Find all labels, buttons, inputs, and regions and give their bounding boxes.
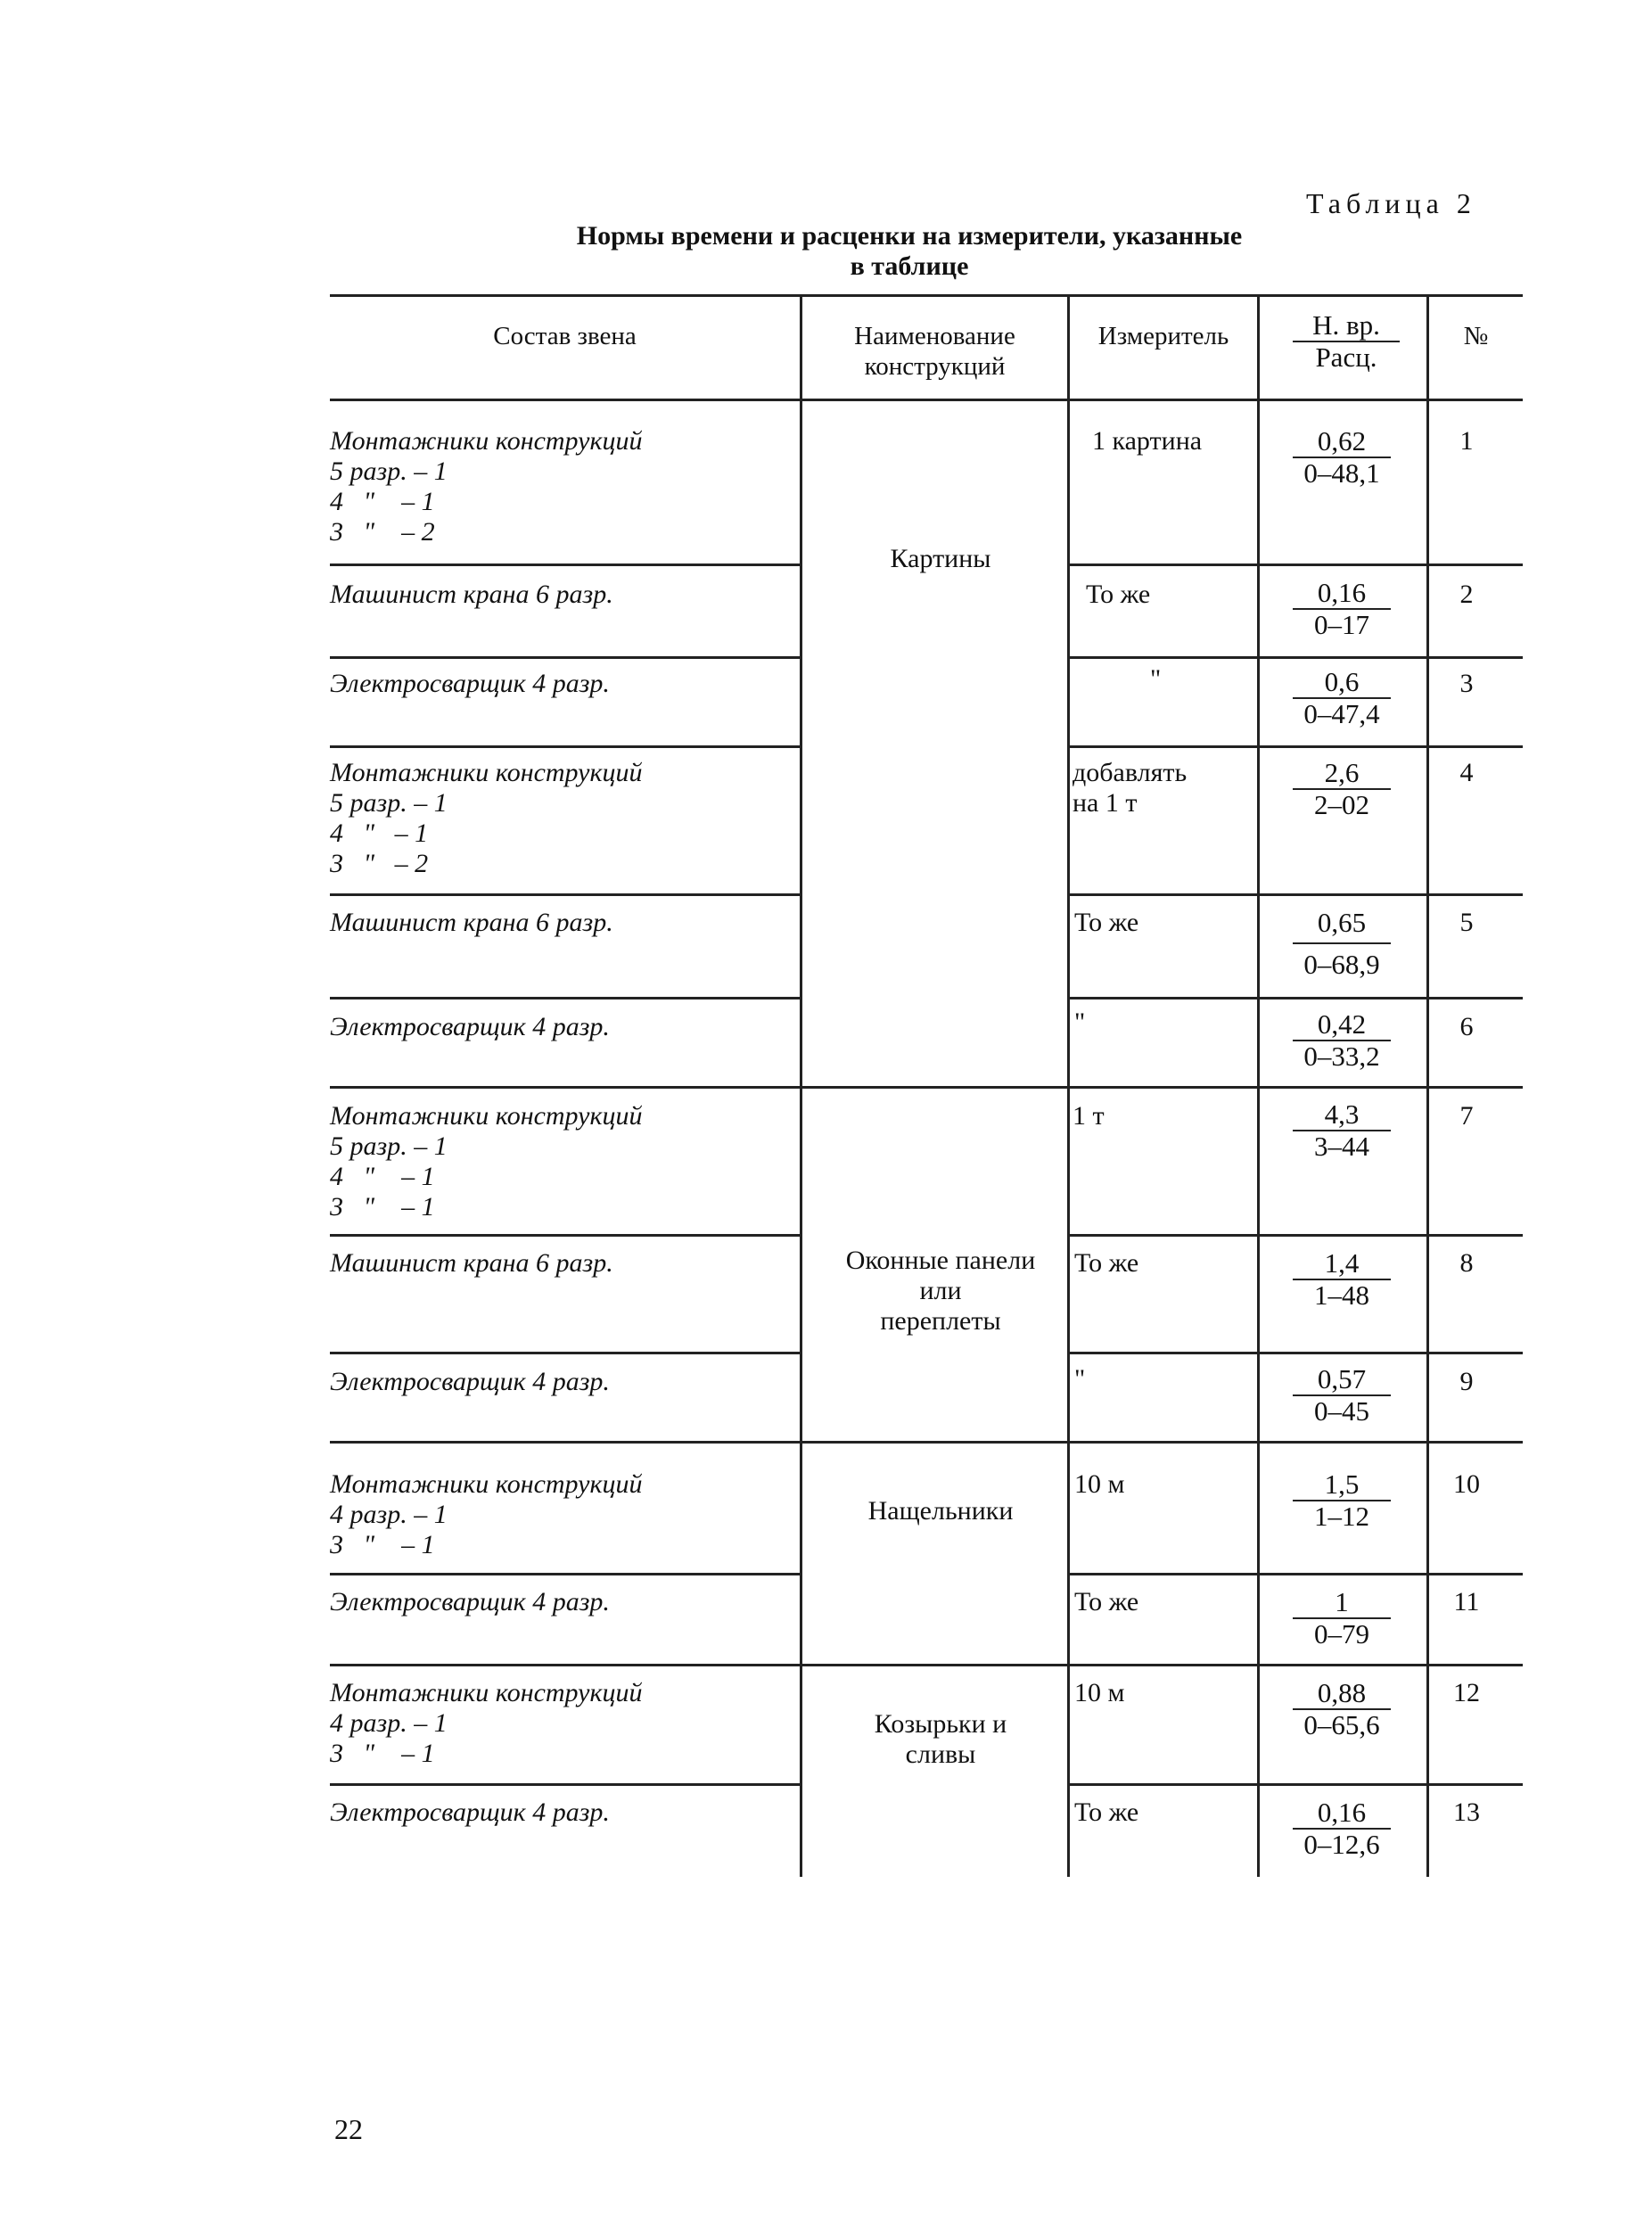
row-price: 1–12 — [1314, 1501, 1369, 1532]
row-composition: Электросварщик 4 разр. — [330, 1797, 610, 1827]
row-price: 3–44 — [1314, 1131, 1369, 1162]
row-rate — [1293, 667, 1391, 728]
row-rule — [1070, 1234, 1523, 1237]
row-composition: Монтажники конструкций 5 разр. – 1 4 " – 1 3 " – 1 — [330, 1101, 643, 1222]
row-norm: 0,65 — [1293, 908, 1391, 944]
row-rule — [1070, 1352, 1523, 1354]
row-number: 5 — [1459, 908, 1474, 937]
row-norm: 0,42 — [1293, 1009, 1391, 1041]
row-rate — [1293, 578, 1391, 639]
row-rule — [330, 1783, 801, 1786]
row-rule — [330, 997, 801, 999]
row-price: 0–17 — [1314, 609, 1369, 640]
row-price: 0–48,1 — [1303, 457, 1380, 489]
row-norm: 2,6 — [1293, 758, 1391, 790]
col-rule-rate — [1426, 294, 1429, 1877]
row-composition: Машинист крана 6 разр. — [330, 908, 613, 937]
row-rate — [1293, 1248, 1391, 1310]
header-construction-line1: Наименование — [854, 322, 1015, 350]
row-number: 7 — [1459, 1101, 1474, 1131]
row-norm: 0,16 — [1293, 1797, 1391, 1830]
row-composition: Монтажники конструкций 4 разр. – 1 3 " – 1 — [330, 1469, 643, 1559]
row-norm: 0,57 — [1293, 1364, 1391, 1396]
row-norm: 1,4 — [1293, 1248, 1391, 1280]
row-price: 0–65,6 — [1303, 1709, 1380, 1740]
row-measure: То же — [1074, 1248, 1139, 1278]
row-composition: Машинист крана 6 разр. — [330, 580, 613, 609]
construction-window-panels-line2: или — [919, 1276, 962, 1305]
table-title — [499, 221, 1319, 282]
row-norm: 0,16 — [1293, 578, 1391, 610]
row-measure: То же — [1074, 1797, 1139, 1827]
row-rate — [1293, 908, 1391, 979]
construction-window-panels — [807, 1246, 1074, 1337]
row-rule — [330, 745, 801, 748]
row-price: 0–68,9 — [1303, 949, 1380, 980]
row-rate — [1293, 1587, 1391, 1649]
row-rate — [1293, 426, 1391, 488]
row-rule — [1070, 893, 1523, 896]
row-price: 0–79 — [1314, 1618, 1369, 1649]
row-rate — [1293, 1364, 1391, 1426]
header-construction — [802, 321, 1067, 382]
row-number: 9 — [1459, 1367, 1474, 1396]
row-number: 8 — [1459, 1248, 1474, 1278]
row-number: 4 — [1459, 758, 1474, 787]
header-construction-line2: конструкций — [864, 352, 1006, 381]
group-rule — [330, 1664, 1523, 1666]
row-measure: То же — [1074, 908, 1139, 937]
row-rate — [1293, 1797, 1391, 1859]
construction-battens: Нащельники — [867, 1496, 1014, 1526]
row-rule — [1070, 1573, 1523, 1575]
header-composition: Состав звена — [493, 322, 637, 350]
row-rule — [330, 1352, 801, 1354]
row-norm: 0,88 — [1293, 1678, 1391, 1710]
row-number: 13 — [1453, 1797, 1480, 1827]
table-title-line1: Нормы времени и расценки на измерители, указанные — [576, 221, 1243, 251]
header-rate — [1293, 310, 1400, 372]
row-number: 11 — [1453, 1587, 1480, 1616]
construction-canopies-line2: сливы — [905, 1740, 976, 1769]
col-rule-measure — [1257, 294, 1260, 1877]
col-rule-construction — [1067, 294, 1070, 1877]
row-norm: 1 — [1293, 1587, 1391, 1619]
row-rule — [1070, 745, 1523, 748]
row-rule — [330, 563, 801, 566]
group-rule — [330, 1441, 1523, 1444]
row-price: 0–45 — [1314, 1395, 1369, 1427]
row-composition: Монтажники конструкций 4 разр. – 1 3 " – 1 — [330, 1678, 643, 1768]
row-measure: 1 т — [1073, 1101, 1105, 1131]
row-number: 12 — [1453, 1678, 1480, 1707]
row-measure: То же — [1074, 1587, 1139, 1616]
row-composition: Электросварщик 4 разр. — [330, 1012, 610, 1041]
header-number: № — [1463, 322, 1489, 350]
row-measure: То же — [1086, 580, 1151, 609]
table-title-line2: в таблице — [850, 251, 969, 281]
row-composition: Монтажники конструкций 5 разр. – 1 4 " – 1 3 " – 2 — [330, 758, 643, 878]
header-rate-price: Расц. — [1315, 341, 1377, 373]
row-rule — [330, 1573, 801, 1575]
header-rate-norm: Н. вр. — [1293, 310, 1400, 342]
row-measure: добавлять на 1 т — [1073, 758, 1188, 818]
row-composition: Машинист крана 6 разр. — [330, 1248, 613, 1278]
row-rate — [1293, 1099, 1391, 1161]
row-composition: Монтажники конструкций 5 разр. – 1 4 " – 1 3 " – 2 — [330, 426, 643, 547]
row-rule — [1070, 997, 1523, 999]
row-number: 3 — [1459, 669, 1474, 698]
row-number: 2 — [1459, 580, 1474, 609]
row-price: 0–33,2 — [1303, 1041, 1380, 1072]
table-top-rule — [330, 294, 1523, 297]
row-composition: Электросварщик 4 разр. — [330, 1367, 610, 1396]
construction-paintings: Картины — [890, 544, 991, 573]
page-number: 22 — [334, 2113, 363, 2145]
row-rate — [1293, 758, 1391, 819]
row-norm: 0,62 — [1293, 426, 1391, 458]
row-measure: 1 картина — [1092, 426, 1203, 456]
row-rate — [1293, 1469, 1391, 1531]
construction-window-panels-line3: переплеты — [880, 1306, 1001, 1336]
header-measure: Измеритель — [1097, 322, 1229, 350]
row-rate — [1293, 1009, 1391, 1071]
row-norm: 0,6 — [1293, 667, 1391, 699]
table-label: Таблица 2 — [1306, 187, 1476, 219]
row-rule — [1070, 563, 1523, 566]
construction-canopies — [807, 1709, 1074, 1770]
row-measure: " — [1150, 664, 1162, 694]
row-price: 0–47,4 — [1303, 698, 1380, 729]
row-number: 10 — [1453, 1469, 1480, 1499]
row-composition: Электросварщик 4 разр. — [330, 669, 610, 698]
col-rule-composition — [800, 294, 802, 1877]
row-price: 0–12,6 — [1303, 1829, 1380, 1860]
row-number: 6 — [1459, 1012, 1474, 1041]
row-number: 1 — [1459, 426, 1474, 456]
header-bottom-rule — [330, 399, 1523, 401]
row-rule — [330, 656, 801, 659]
row-rule — [330, 893, 801, 896]
row-norm: 1,5 — [1293, 1469, 1391, 1501]
row-composition: Электросварщик 4 разр. — [330, 1587, 610, 1616]
row-measure: " — [1074, 1008, 1086, 1037]
row-measure: 10 м — [1074, 1678, 1125, 1707]
row-price: 1–48 — [1314, 1279, 1369, 1311]
row-norm: 4,3 — [1293, 1099, 1391, 1131]
group-rule — [330, 1086, 1523, 1089]
row-measure: " — [1074, 1364, 1086, 1394]
construction-window-panels-line1: Оконные панели — [845, 1246, 1036, 1275]
row-rate — [1293, 1678, 1391, 1740]
row-price: 2–02 — [1314, 789, 1369, 820]
row-rule — [1070, 656, 1523, 659]
construction-canopies-line1: Козырьки и — [874, 1709, 1007, 1739]
row-rule — [1070, 1783, 1523, 1786]
row-rule — [330, 1234, 801, 1237]
row-measure: 10 м — [1074, 1469, 1125, 1499]
